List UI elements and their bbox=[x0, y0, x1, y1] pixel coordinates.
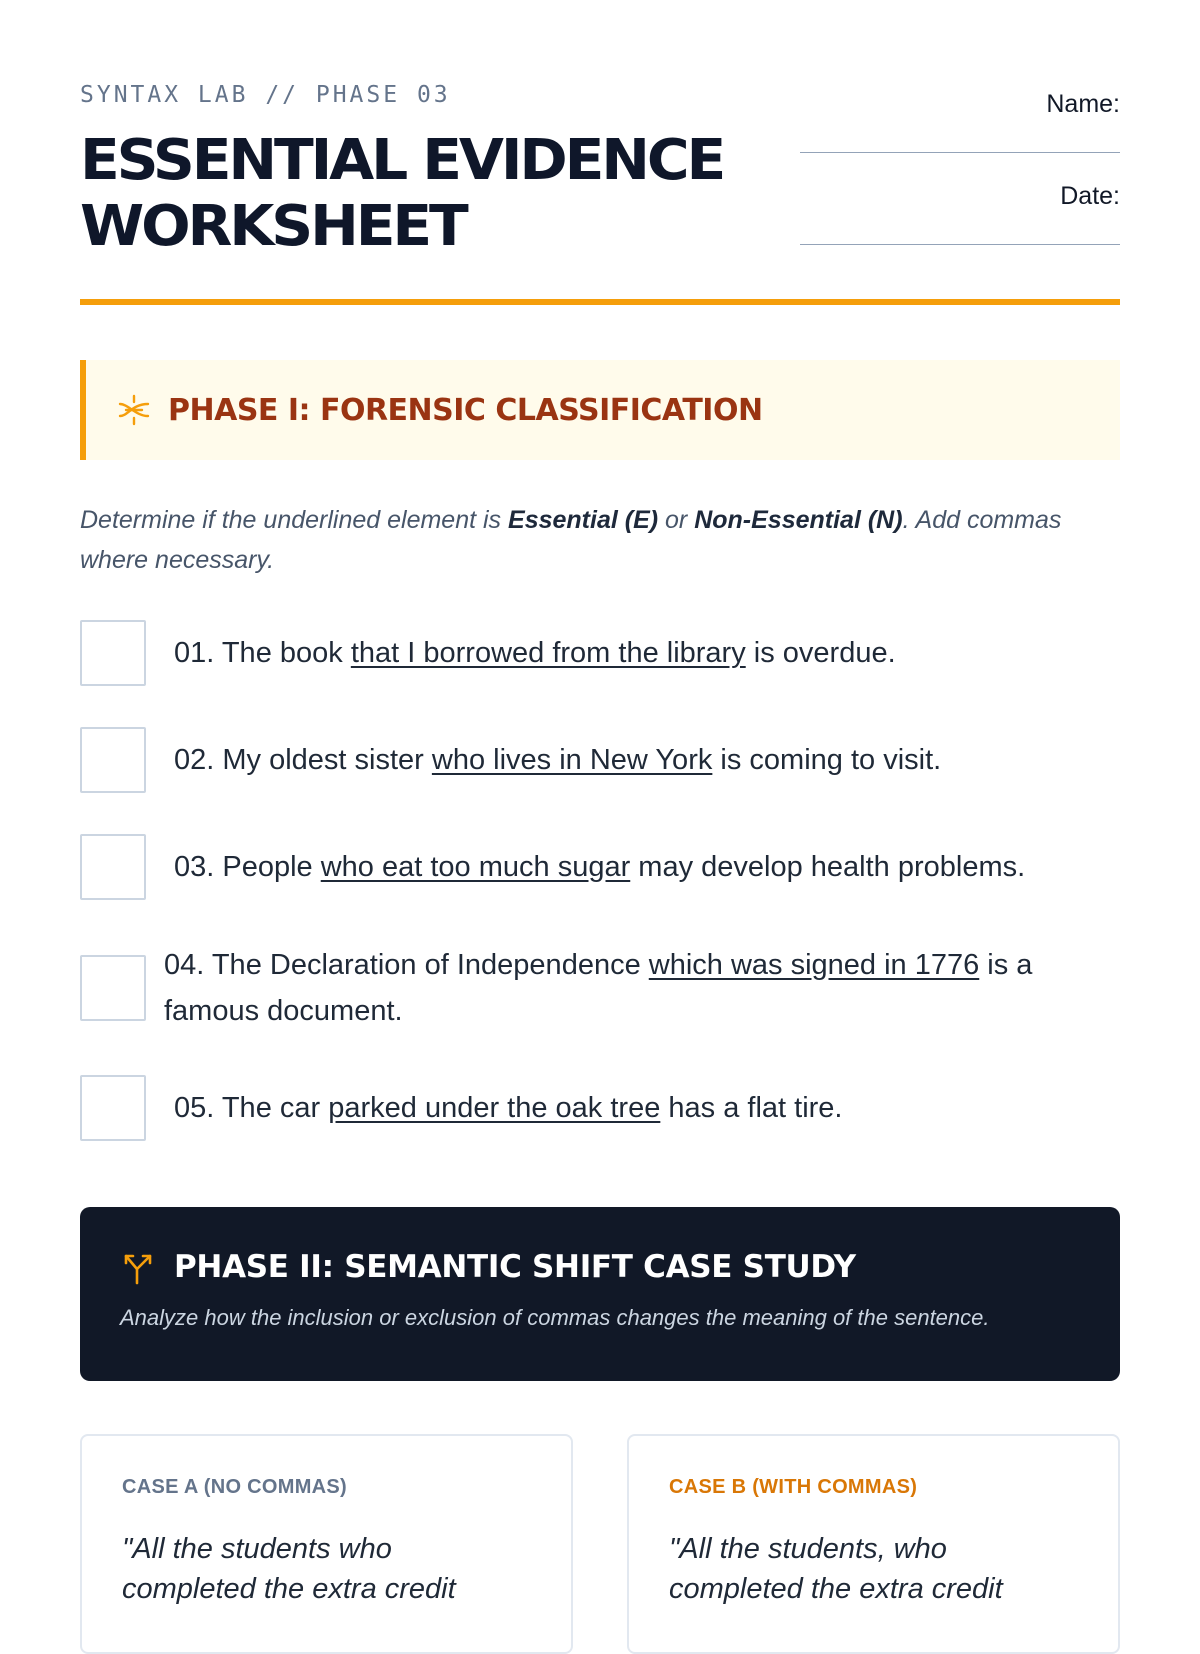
answer-box[interactable] bbox=[80, 955, 146, 1021]
underlined-element: who lives in New York bbox=[431, 744, 713, 776]
header-divider bbox=[80, 299, 1120, 305]
phase2-subtitle: Analyze how the inclusion or exclusion of commas changes the meaning of the sentence. bbox=[120, 1305, 990, 1330]
phase1-title: PHASE I: FORENSIC CLASSIFICATION bbox=[168, 392, 763, 428]
case-a-card bbox=[80, 1434, 573, 1654]
question-pre: 05. The car bbox=[174, 1092, 329, 1124]
case-b-quote: "All the students, who completed the extra credit bbox=[669, 1533, 1003, 1605]
case-b-label: CASE B (WITH COMMAS) bbox=[669, 1476, 918, 1498]
header bbox=[80, 0, 1120, 300]
instr-mid: or bbox=[658, 506, 695, 534]
dna-icon bbox=[114, 390, 154, 430]
question-post: is a famous document. bbox=[164, 949, 1033, 1027]
name-field[interactable] bbox=[800, 90, 1120, 182]
question-item-04 bbox=[80, 942, 1120, 1034]
phase1-banner bbox=[80, 360, 1120, 460]
question-item-03 bbox=[80, 834, 1120, 900]
kicker: SYNTAX LAB // PHASE 03 bbox=[80, 82, 451, 108]
question-pre: 04. The Declaration of Independence bbox=[164, 949, 649, 981]
answer-box[interactable] bbox=[80, 1075, 146, 1141]
date-label: Date: bbox=[1060, 182, 1120, 210]
phase2-banner bbox=[80, 1207, 1120, 1381]
name-label: Name: bbox=[1046, 90, 1120, 118]
phase1-instructions bbox=[80, 500, 1120, 580]
meta-fields bbox=[800, 90, 1120, 274]
case-b-card bbox=[627, 1434, 1120, 1654]
case-a-quote: "All the students who completed the extra credit bbox=[122, 1533, 456, 1605]
question-item-01 bbox=[80, 620, 1120, 686]
instr-post: . Add commas where necessary. bbox=[80, 506, 1062, 574]
answer-box[interactable] bbox=[80, 727, 146, 793]
question-text bbox=[174, 630, 896, 676]
question-text bbox=[174, 1085, 843, 1131]
question-pre: 02. My oldest sister bbox=[174, 744, 432, 776]
date-line[interactable] bbox=[800, 244, 1120, 245]
phase2-header bbox=[120, 1247, 1080, 1287]
question-item-05 bbox=[80, 1075, 1120, 1141]
question-text bbox=[174, 737, 941, 783]
answer-box[interactable] bbox=[80, 834, 146, 900]
question-post: is overdue. bbox=[745, 637, 896, 669]
case-a-label: CASE A (NO COMMAS) bbox=[122, 1476, 348, 1498]
phase2-title: PHASE II: SEMANTIC SHIFT CASE STUDY bbox=[174, 1249, 856, 1285]
answer-box[interactable] bbox=[80, 620, 146, 686]
page-title: ESSENTIAL EVIDENCE WORKSHEET bbox=[80, 128, 724, 259]
instr-essential: Essential (E) bbox=[508, 506, 659, 534]
instr-non-essential: Non-Essential (N) bbox=[694, 506, 903, 534]
underlined-element: that I borrowed from the library bbox=[350, 637, 746, 669]
split-arrow-icon bbox=[120, 1247, 160, 1287]
underlined-element: parked under the oak tree bbox=[328, 1092, 661, 1124]
question-post: has a flat tire. bbox=[660, 1092, 843, 1124]
question-item-02 bbox=[80, 727, 1120, 793]
date-field[interactable] bbox=[800, 182, 1120, 274]
question-text bbox=[164, 942, 1064, 1034]
underlined-element: who eat too much sugar bbox=[320, 851, 631, 883]
question-text bbox=[174, 844, 1025, 890]
question-post: may develop health problems. bbox=[630, 851, 1026, 883]
underlined-element: which was signed in 1776 bbox=[648, 949, 980, 981]
name-line[interactable] bbox=[800, 152, 1120, 153]
question-pre: 03. People bbox=[174, 851, 321, 883]
question-post: is coming to visit. bbox=[712, 744, 942, 776]
instr-pre: Determine if the underlined element is bbox=[80, 506, 509, 534]
question-pre: 01. The book bbox=[174, 637, 351, 669]
